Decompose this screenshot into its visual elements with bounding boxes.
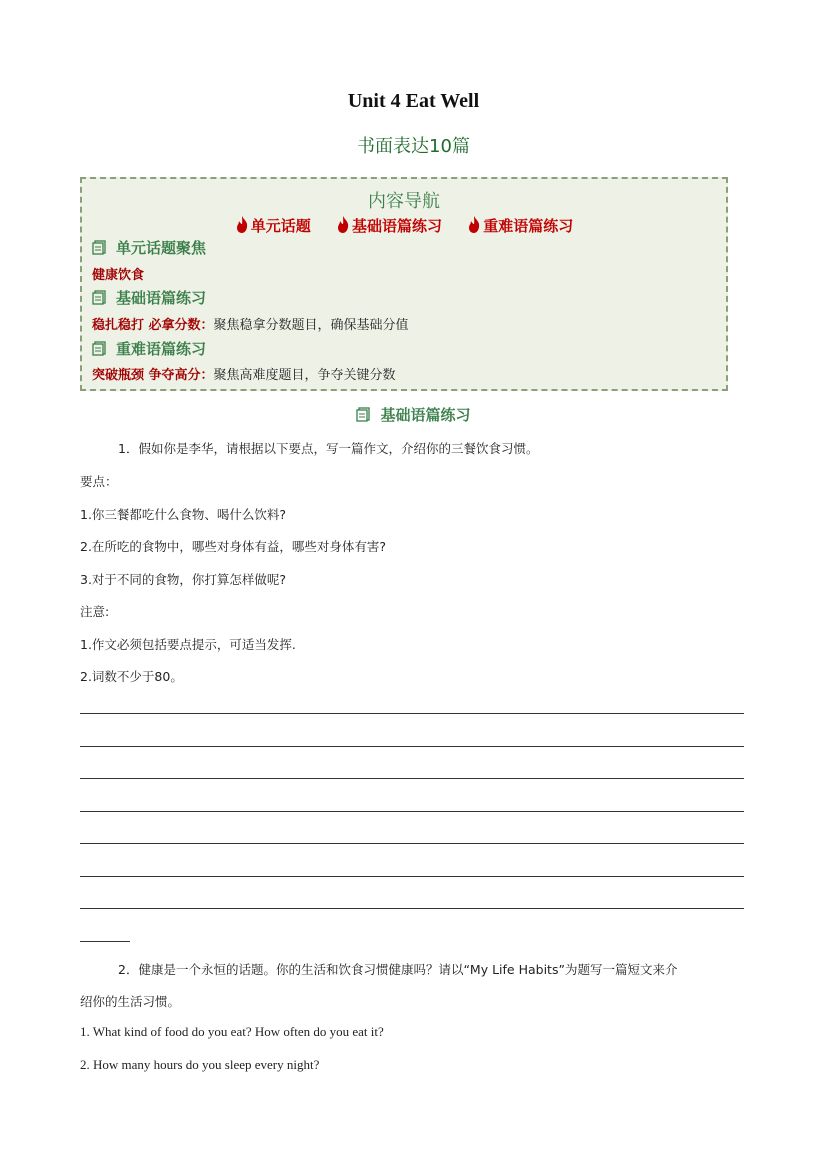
page-title: Unit 4 Eat Well: [347, 90, 480, 112]
nav-section-tag: 稳扎稳打 必拿分数：: [92, 318, 214, 333]
nav-section-unit-topic: [92, 237, 206, 258]
nav-section-line: [92, 364, 396, 383]
q1-points-label: 要点：: [80, 474, 118, 489]
nav-section-basic: [92, 287, 206, 308]
q2-question: 1. What kind of food do you eat? How often do you eat it?: [80, 1024, 384, 1039]
nav-link-advanced-practice[interactable]: [467, 215, 573, 236]
nav-section-tag: 健康饮食: [92, 268, 145, 283]
nav-link-label: 基础语篇练习: [351, 217, 442, 235]
nav-link-unit-topic[interactable]: [235, 215, 311, 236]
answer-line[interactable]: [80, 713, 744, 714]
flame-icon: [467, 216, 481, 233]
nav-link-basic-practice[interactable]: [336, 215, 442, 236]
answer-line[interactable]: [80, 778, 744, 779]
nav-link-label: 单元话题: [250, 217, 311, 235]
nav-link-label: 重难语篇练习: [483, 217, 574, 235]
answer-line-end[interactable]: [80, 941, 130, 942]
content-navigation-box: [80, 177, 728, 391]
nav-section-line: [92, 264, 144, 283]
q1-point: 2.在所吃的食物中，哪些对身体有益，哪些对身体有害?: [80, 539, 387, 554]
q1-note: 1.作文必须包括要点提示，可适当发挥.: [80, 637, 296, 652]
page-subtitle: 书面表达10篇: [357, 136, 470, 157]
document-icon: [92, 290, 106, 305]
q1-prompt: 1．假如你是李华，请根据以下要点，写一篇作文，介绍你的三餐饮食习惯。: [118, 441, 539, 456]
document-icon: [356, 407, 370, 422]
q1-notes-label: 注意:: [80, 604, 110, 619]
q2-prompt-line1: 2．健康是一个永恒的话题。你的生活和饮食习惯健康吗？请以“My Life Habits”为题写一篇短文来介: [118, 962, 678, 977]
flame-icon: [336, 216, 350, 233]
nav-section-desc: 聚焦稳拿分数题目，确保基础分值: [213, 318, 409, 333]
nav-section-line: [92, 314, 409, 333]
answer-line[interactable]: [80, 876, 744, 877]
q1-note: 2.词数不少于80。: [80, 669, 183, 684]
q2-question: 2. How many hours do you sleep every night?: [80, 1057, 320, 1072]
q2-prompt-line2: 绍你的生活习惯。: [80, 994, 181, 1009]
answer-line[interactable]: [80, 811, 744, 812]
q1-point: 1.你三餐都吃什么食物、喝什么饮料?: [80, 507, 287, 522]
nav-heading: 内容导航: [368, 191, 440, 212]
flame-icon: [235, 216, 249, 233]
nav-section-heading: 单元话题聚焦: [116, 239, 207, 257]
answer-line[interactable]: [80, 908, 744, 909]
nav-section-heading: 基础语篇练习: [116, 289, 207, 307]
document-icon: [92, 240, 106, 255]
answer-line[interactable]: [80, 843, 744, 844]
nav-section-advanced: [92, 338, 206, 359]
section-heading-label: 基础语篇练习: [380, 406, 471, 424]
document-icon: [92, 341, 106, 356]
nav-links: [82, 215, 726, 236]
answer-line[interactable]: [80, 746, 744, 747]
nav-section-heading: 重难语篇练习: [116, 340, 207, 358]
section-heading-basic: [0, 404, 827, 425]
q1-point: 3.对于不同的食物，你打算怎样做呢?: [80, 572, 287, 587]
nav-section-desc: 聚焦高难度题目，争夺关键分数: [213, 368, 396, 383]
nav-section-tag: 突破瓶颈 争夺高分：: [92, 368, 214, 383]
